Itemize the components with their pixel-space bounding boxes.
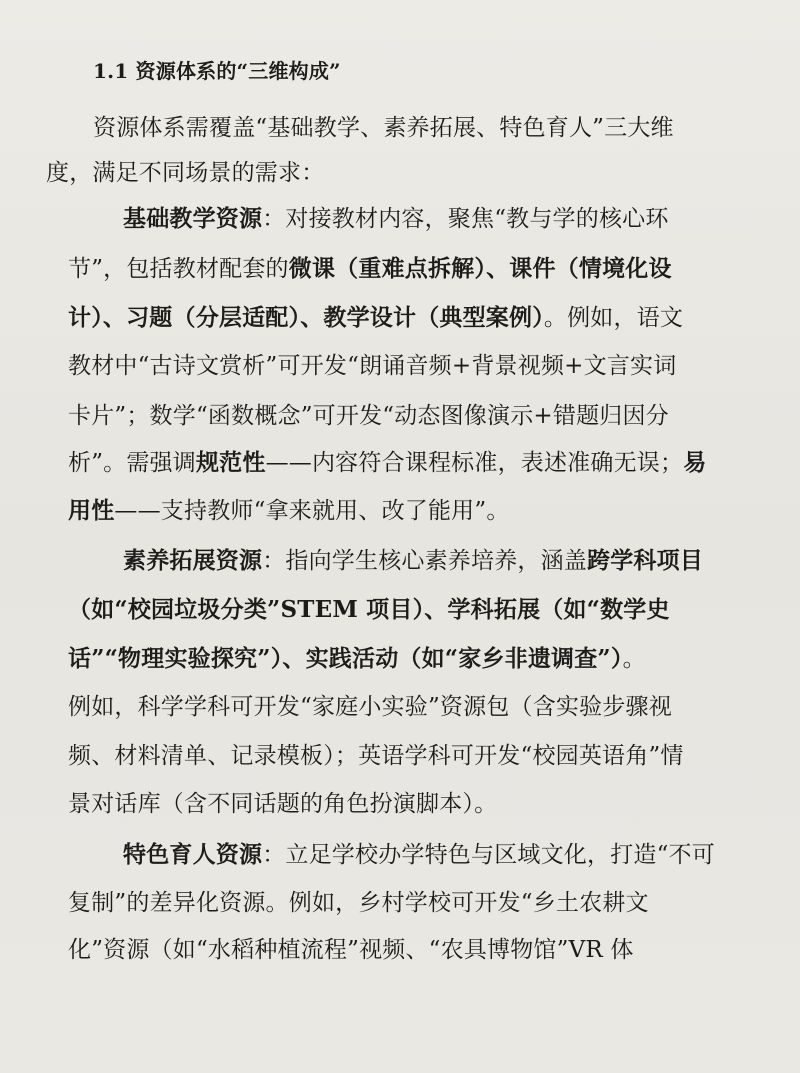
intro-line-2: 度，满足不同场景的需求：	[46, 160, 325, 186]
basic-text: 析”。需强调	[68, 450, 196, 476]
special-text: ：立足学校办学特色与区域文化，打造“不可	[262, 842, 715, 868]
literacy-paragraph-line-1	[123, 546, 703, 576]
basic-emphasis: 微课（重难点拆解）、课件（情境化设	[288, 255, 672, 282]
literacy-emphasis: 跨学科项目	[587, 547, 704, 574]
basic-emphasis: 规范性	[195, 449, 266, 476]
literacy-paragraph-line-6: 景对话库（含不同话题的角色扮演脚本）。	[68, 791, 498, 817]
literacy-text: ：指向学生核心素养培养，涵盖	[262, 548, 588, 574]
basic-text: 。例如，语文	[543, 305, 684, 331]
literacy-title: 素养拓展资源	[123, 547, 263, 574]
literacy-paragraph-line-4: 例如，科学学科可开发“家庭小实验”资源包（含实验步骤视	[68, 694, 672, 720]
basic-paragraph-line-1	[123, 204, 669, 234]
intro-line-1: 资源体系需覆盖“基础教学、素养拓展、特色育人”三大维	[93, 115, 674, 141]
literacy-emphasis: （如“校园垃圾分类”STEM 项目）、学科拓展（如“数学史	[68, 596, 670, 623]
special-title: 特色育人资源	[123, 841, 263, 868]
basic-emphasis: 计）、习题（分层适配）、教学设计（典型案例）	[68, 304, 544, 331]
basic-title: 基础教学资源	[123, 205, 263, 232]
literacy-paragraph-line-2	[68, 595, 670, 625]
basic-emphasis: 易	[683, 449, 707, 476]
special-paragraph-line-3: 化”资源（如“水稻种植流程”视频、“农具博物馆”VR 体	[68, 937, 634, 963]
basic-text: ——内容符合课程标准，表述准确无误；	[265, 450, 684, 476]
basic-text: ：对接教材内容，聚焦“教与学的核心环	[262, 206, 669, 232]
basic-text: ——支持教师“拿来就用、改了能用”。	[114, 498, 510, 524]
basic-paragraph-line-7	[68, 496, 510, 526]
special-paragraph-line-2: 复制”的差异化资源。例如，乡村学校可开发“乡土农耕文	[68, 890, 649, 916]
basic-text: 节”，包括教材配套的	[68, 256, 289, 282]
literacy-text: 。	[622, 646, 646, 672]
literacy-paragraph-line-5: 频、材料清单、记录模板）；英语学科可开发“校园英语角”情	[68, 743, 684, 769]
basic-paragraph-line-2	[68, 254, 672, 284]
literacy-paragraph-line-3	[68, 644, 646, 674]
section-heading: 1.1 资源体系的“三维构成”	[93, 59, 341, 83]
basic-paragraph-line-4: 教材中“古诗文赏析”可开发“朗诵音频+背景视频+文言实词	[68, 353, 677, 379]
special-paragraph-line-1	[123, 840, 715, 870]
literacy-emphasis: 话”“物理实验探究”）、实践活动（如“家乡非遗调查”）	[68, 645, 623, 672]
basic-paragraph-line-5: 卡片”；数学“函数概念”可开发“动态图像演示+错题归因分	[68, 403, 669, 429]
basic-emphasis: 用性	[68, 497, 115, 524]
basic-paragraph-line-6	[68, 448, 706, 478]
basic-paragraph-line-3	[68, 303, 683, 333]
